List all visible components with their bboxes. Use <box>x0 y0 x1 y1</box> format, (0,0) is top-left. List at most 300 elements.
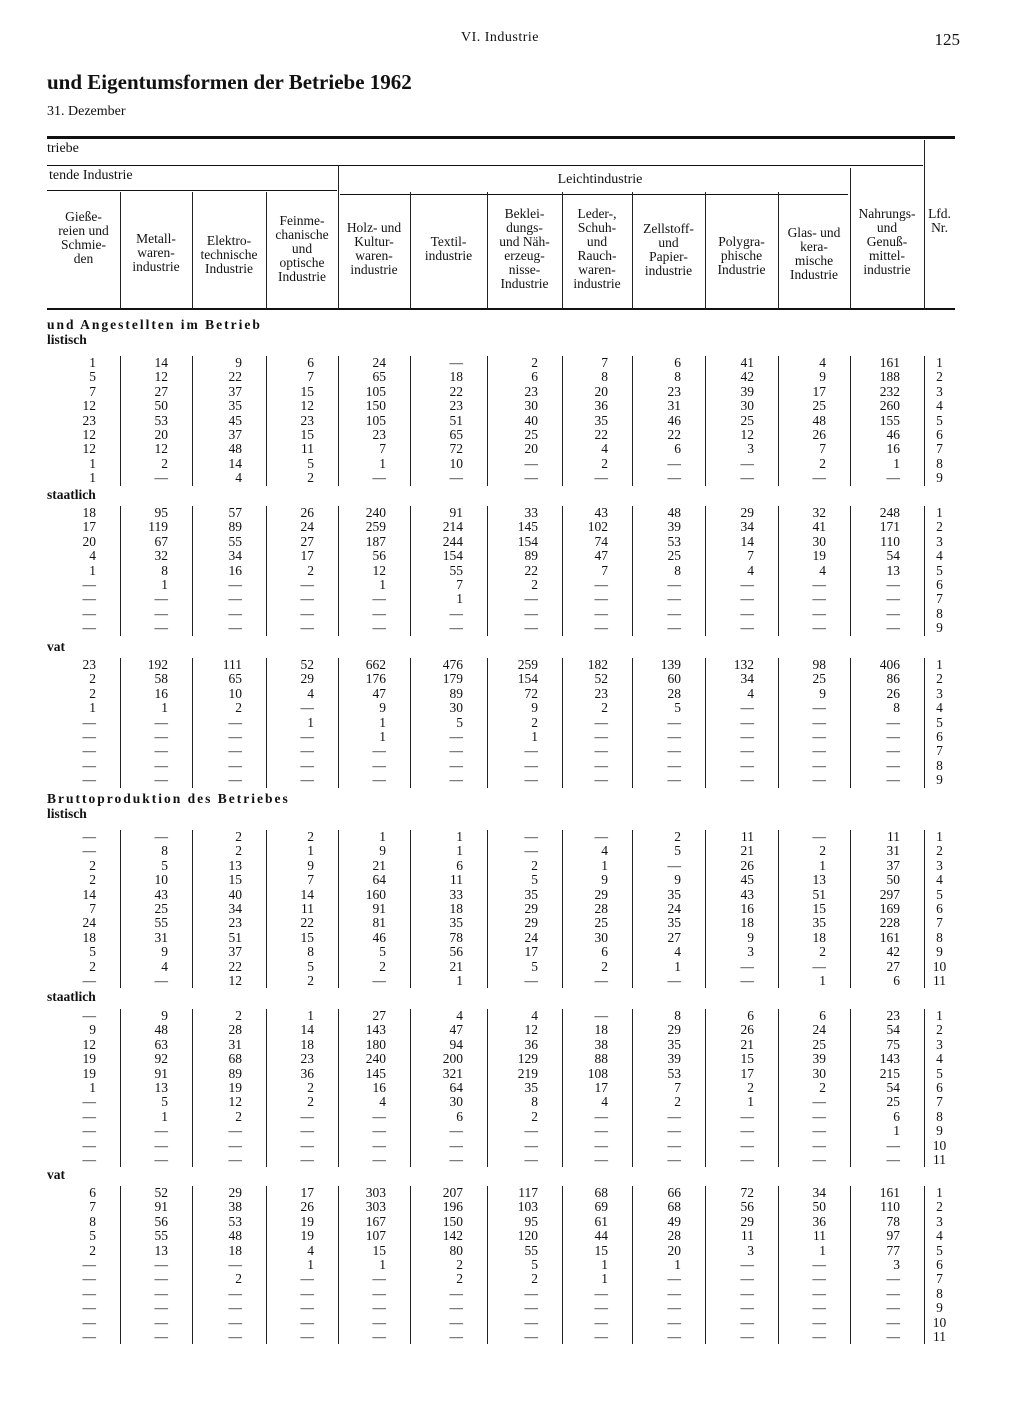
table-cell: 200 <box>442 1051 463 1067</box>
table-cell: — <box>594 772 608 788</box>
table-cell: — <box>372 470 386 486</box>
table-cell: 14 <box>82 886 96 902</box>
row-number-cell: 4 <box>936 398 943 414</box>
table-cell: 44 <box>594 1228 608 1244</box>
table-cell: 49 <box>667 1213 681 1229</box>
table-cell: 17 <box>740 1065 754 1081</box>
column-header: Gieße- reien und Schmie- den <box>58 209 109 266</box>
table-cell: — <box>594 470 608 486</box>
table-cell: — <box>228 729 242 745</box>
table-cell: 154 <box>517 671 538 687</box>
table-cell: 303 <box>365 1185 386 1200</box>
table-cell: 5 <box>674 700 681 716</box>
table-cell: 46 <box>886 427 900 443</box>
row-number-cell: 5 <box>936 714 943 730</box>
table-cell: 15 <box>812 901 826 917</box>
table-cell: 4 <box>531 1008 538 1023</box>
table-cell: — <box>372 605 386 621</box>
table-cell: — <box>740 757 754 773</box>
table-row <box>47 471 955 485</box>
table-cell: 2 <box>307 1080 314 1096</box>
table-cell: — <box>594 620 608 636</box>
table-cell: — <box>594 1285 608 1301</box>
table-cell: 2 <box>235 700 242 716</box>
table-cell: 132 <box>733 657 754 672</box>
table-cell: 26 <box>740 857 754 873</box>
table-cell: — <box>372 1123 386 1139</box>
table-cell: 1 <box>601 1257 608 1273</box>
table-cell: 1 <box>674 1257 681 1273</box>
table-cell: 15 <box>594 1242 608 1258</box>
table-cell: — <box>154 973 168 989</box>
column-rule <box>266 192 267 309</box>
table-cell: 19 <box>300 1213 314 1229</box>
table-cell: — <box>300 1123 314 1139</box>
table-cell: 45 <box>228 412 242 428</box>
table-cell: — <box>82 772 96 788</box>
rule-under-left-group <box>47 190 337 191</box>
table-cell: 80 <box>449 1242 463 1258</box>
row-number-cell: 5 <box>936 1242 943 1258</box>
table-cell: 15 <box>740 1051 754 1067</box>
table-cell: 18 <box>740 915 754 931</box>
table-cell: 1 <box>307 714 314 730</box>
table-cell: — <box>667 1137 681 1153</box>
table-cell: 154 <box>442 548 463 564</box>
table-cell: 33 <box>449 886 463 902</box>
table-cell: 46 <box>372 929 386 945</box>
table-cell: — <box>82 1152 96 1168</box>
table-cell: — <box>82 973 96 989</box>
table-cell: 1 <box>819 857 826 873</box>
table-cell: 6 <box>307 355 314 370</box>
table-cell: — <box>228 1329 242 1345</box>
table-cell: 42 <box>886 944 900 960</box>
table-cell: — <box>667 1300 681 1316</box>
table-cell: 4 <box>161 958 168 974</box>
table-cell: 18 <box>82 505 96 520</box>
table-cell: 43 <box>740 886 754 902</box>
table-cell: — <box>667 1329 681 1345</box>
table-cell: — <box>82 843 96 859</box>
table-cell: 14 <box>300 1022 314 1038</box>
table-cell: 22 <box>228 369 242 385</box>
table-cell: — <box>154 1285 168 1301</box>
table-cell: — <box>886 620 900 636</box>
table-cell: 81 <box>372 915 386 931</box>
table-cell: — <box>300 757 314 773</box>
table-row <box>47 356 955 370</box>
table-cell: 2 <box>819 843 826 859</box>
block-label: vat <box>47 639 65 654</box>
table-cell: — <box>740 1271 754 1287</box>
table-cell: 1 <box>161 577 168 593</box>
table-cell: 24 <box>300 519 314 535</box>
table-cell: — <box>812 1271 826 1287</box>
table-cell: 68 <box>667 1199 681 1215</box>
table-cell: — <box>228 605 242 621</box>
table-cell: — <box>449 355 463 370</box>
table-cell: 143 <box>365 1022 386 1038</box>
table-cell: — <box>812 577 826 593</box>
table-cell: 119 <box>148 519 168 535</box>
table-cell: 94 <box>449 1036 463 1052</box>
table-cell: — <box>740 1108 754 1124</box>
table-cell: 105 <box>365 412 386 428</box>
table-cell: 176 <box>365 671 386 687</box>
table-cell: 180 <box>365 1036 386 1052</box>
table-cell: 1 <box>379 1257 386 1273</box>
table-cell: 45 <box>740 872 754 888</box>
table-cell: 1 <box>307 1257 314 1273</box>
table-cell: 12 <box>82 398 96 414</box>
block-label: vat <box>47 1167 65 1182</box>
table-cell: — <box>449 1329 463 1345</box>
table-cell: — <box>812 1123 826 1139</box>
table-cell: 150 <box>365 398 386 414</box>
row-number-cell: 6 <box>936 577 943 593</box>
table-cell: 10 <box>228 685 242 701</box>
table-cell: — <box>740 973 754 989</box>
table-cell: 15 <box>300 929 314 945</box>
row-number-cell: 6 <box>936 901 943 917</box>
table-cell: — <box>524 1285 538 1301</box>
table-cell: 35 <box>594 412 608 428</box>
table-cell: 7 <box>674 1080 681 1096</box>
table-cell: — <box>154 1257 168 1273</box>
table-cell: — <box>372 620 386 636</box>
table-row <box>47 1023 955 1037</box>
table-cell: 97 <box>886 1228 900 1244</box>
table-cell: 29 <box>228 1185 242 1200</box>
table-cell: — <box>740 1152 754 1168</box>
table-cell: 161 <box>879 1185 900 1200</box>
table-cell: 35 <box>524 1080 538 1096</box>
table-cell: — <box>228 620 242 636</box>
table-cell: 17 <box>524 944 538 960</box>
table-cell: 27 <box>300 533 314 549</box>
table-cell: 6 <box>893 1108 900 1124</box>
table-cell: 4 <box>819 562 826 578</box>
table-cell: — <box>740 577 754 593</box>
row-number-cell: 5 <box>936 1065 943 1081</box>
row-number-cell: 1 <box>936 505 943 520</box>
table-cell: 77 <box>886 1242 900 1258</box>
table-cell: — <box>812 958 826 974</box>
table-cell: — <box>524 757 538 773</box>
table-cell: 72 <box>449 441 463 457</box>
table-cell: 8 <box>307 944 314 960</box>
table-cell: — <box>82 1300 96 1316</box>
table-cell: — <box>524 1329 538 1345</box>
table-cell: 1 <box>747 1094 754 1110</box>
table-cell: — <box>667 757 681 773</box>
table-cell: 5 <box>89 944 96 960</box>
table-cell: 7 <box>379 441 386 457</box>
table-cell: 4 <box>601 843 608 859</box>
table-cell: 1 <box>307 1008 314 1023</box>
table-cell: 11 <box>450 872 463 888</box>
table-cell: 2 <box>235 829 242 844</box>
table-cell: 2 <box>601 455 608 471</box>
table-cell: 259 <box>517 657 538 672</box>
table-cell: 12 <box>82 427 96 443</box>
table-cell: 39 <box>812 1051 826 1067</box>
table-cell: 30 <box>812 1065 826 1081</box>
table-cell: — <box>82 1271 96 1287</box>
table-cell: 5 <box>89 1228 96 1244</box>
table-cell: 2 <box>531 857 538 873</box>
table-row <box>47 687 955 701</box>
top-thick-rule <box>47 136 955 139</box>
table-cell: — <box>82 577 96 593</box>
row-number-cell: 7 <box>936 441 943 457</box>
table-cell: 53 <box>228 1213 242 1229</box>
table-cell: 8 <box>531 1094 538 1110</box>
table-cell: 29 <box>667 1022 681 1038</box>
data-block-table <box>47 658 955 788</box>
table-cell: 2 <box>307 973 314 989</box>
table-cell: — <box>524 591 538 607</box>
table-cell: — <box>667 973 681 989</box>
table-cell: — <box>886 1300 900 1316</box>
column-rule <box>632 192 633 309</box>
table-cell: 18 <box>449 901 463 917</box>
table-row <box>47 578 955 592</box>
column-header: Glas- und kera- mische Industrie <box>787 225 841 282</box>
table-cell: — <box>812 700 826 716</box>
table-cell: 7 <box>89 383 96 399</box>
table-cell: — <box>300 1108 314 1124</box>
table-cell: 37 <box>228 427 242 443</box>
table-cell: — <box>154 1314 168 1330</box>
table-cell: — <box>154 1271 168 1287</box>
column-rule <box>562 192 563 309</box>
table-cell: 31 <box>667 398 681 414</box>
column-rule <box>487 192 488 309</box>
table-cell: — <box>82 1123 96 1139</box>
table-cell: — <box>449 470 463 486</box>
table-cell: 7 <box>89 1199 96 1215</box>
table-cell: 92 <box>154 1051 168 1067</box>
block-label: listisch <box>47 806 87 821</box>
table-cell: 91 <box>154 1065 168 1081</box>
table-cell: 4 <box>89 548 96 564</box>
table-cell: 78 <box>886 1213 900 1229</box>
table-row <box>47 716 955 730</box>
row-number-cell: 5 <box>936 562 943 578</box>
table-cell: 23 <box>667 383 681 399</box>
table-cell: 1 <box>893 1123 900 1139</box>
table-cell: 7 <box>819 441 826 457</box>
table-cell: 25 <box>812 1036 826 1052</box>
table-cell: 78 <box>449 929 463 945</box>
table-cell: 18 <box>812 929 826 945</box>
table-cell: — <box>228 1137 242 1153</box>
table-cell: — <box>594 714 608 730</box>
row-number-cell: 11 <box>933 973 946 989</box>
table-cell: — <box>524 470 538 486</box>
table-cell: 29 <box>594 886 608 902</box>
table-cell: — <box>82 757 96 773</box>
section-title: und Angestellten im Betrieb <box>47 317 262 332</box>
table-cell: 2 <box>89 685 96 701</box>
row-number-cell: 6 <box>936 427 943 443</box>
row-number-cell: 4 <box>936 1228 943 1244</box>
table-cell: 19 <box>300 1228 314 1244</box>
table-cell: — <box>82 1137 96 1153</box>
table-cell: — <box>154 1329 168 1345</box>
table-cell: 12 <box>82 1036 96 1052</box>
table-cell: 2 <box>89 1242 96 1258</box>
table-cell: 215 <box>879 1065 900 1081</box>
row-number-cell: 8 <box>936 455 943 471</box>
table-row <box>47 1038 955 1052</box>
table-cell: 26 <box>812 427 826 443</box>
row-number-cell: 11 <box>933 1152 946 1168</box>
table-cell: 4 <box>307 1242 314 1258</box>
table-cell: 35 <box>524 886 538 902</box>
table-cell: — <box>372 1300 386 1316</box>
row-number-cell: 1 <box>936 657 943 672</box>
row-number-cell: 7 <box>936 1271 943 1287</box>
table-cell: 27 <box>372 1008 386 1023</box>
table-cell: 169 <box>879 901 900 917</box>
table-cell: 56 <box>372 548 386 564</box>
table-cell: 9 <box>379 700 386 716</box>
table-cell: 23 <box>524 383 538 399</box>
table-cell: 86 <box>886 671 900 687</box>
table-cell: 111 <box>222 657 242 672</box>
column-rule <box>410 192 411 309</box>
table-cell: 31 <box>154 929 168 945</box>
table-cell: 8 <box>89 1213 96 1229</box>
table-cell: — <box>812 1152 826 1168</box>
row-number-cell: 1 <box>936 1185 943 1200</box>
table-cell: — <box>154 757 168 773</box>
table-cell: 91 <box>449 505 463 520</box>
table-cell: — <box>449 1123 463 1139</box>
table-cell: 53 <box>154 412 168 428</box>
row-number-cell: 9 <box>936 470 943 486</box>
table-row <box>47 1081 955 1095</box>
table-cell: 34 <box>740 671 754 687</box>
table-cell: 56 <box>449 944 463 960</box>
table-cell: 1 <box>379 729 386 745</box>
row-number-cell: 9 <box>936 1123 943 1139</box>
table-cell: 22 <box>300 915 314 931</box>
table-cell: 4 <box>456 1008 463 1023</box>
table-cell: 20 <box>154 427 168 443</box>
row-number-cell: 2 <box>936 1199 943 1215</box>
table-cell: — <box>812 772 826 788</box>
table-cell: 259 <box>365 519 386 535</box>
table-cell: — <box>372 1137 386 1153</box>
table-cell: 35 <box>449 915 463 931</box>
table-cell: 232 <box>879 383 900 399</box>
table-cell: 110 <box>880 533 900 549</box>
table-cell: 2 <box>747 1080 754 1096</box>
group-label-betriebe: triebe <box>47 141 79 156</box>
table-cell: 24 <box>372 355 386 370</box>
table-cell: — <box>740 605 754 621</box>
table-cell: 23 <box>372 427 386 443</box>
table-cell: — <box>667 714 681 730</box>
row-number-cell: 7 <box>936 915 943 931</box>
table-cell: 67 <box>154 533 168 549</box>
table-cell: — <box>886 577 900 593</box>
table-cell: 41 <box>812 519 826 535</box>
table-cell: 196 <box>442 1199 463 1215</box>
table-cell: 23 <box>886 1008 900 1023</box>
table-cell: 57 <box>228 505 242 520</box>
table-row <box>47 1229 955 1243</box>
table-cell: 2 <box>235 843 242 859</box>
table-cell: — <box>740 1123 754 1139</box>
table-cell: — <box>667 1108 681 1124</box>
table-cell: 662 <box>365 657 386 672</box>
table-cell: 4 <box>601 441 608 457</box>
table-cell: — <box>740 772 754 788</box>
row-number-cell: 3 <box>936 857 943 873</box>
table-cell: — <box>740 729 754 745</box>
table-cell: — <box>812 1329 826 1345</box>
table-cell: 50 <box>154 398 168 414</box>
table-cell: 9 <box>161 1008 168 1023</box>
table-cell: 18 <box>82 929 96 945</box>
table-cell: — <box>372 1314 386 1330</box>
row-number-cell: 10 <box>932 958 947 974</box>
table-cell: — <box>667 1314 681 1330</box>
rule-under-leichtindustrie <box>340 194 848 195</box>
table-cell: 1 <box>89 470 96 486</box>
table-cell: — <box>228 1285 242 1301</box>
row-number-cell: 1 <box>936 829 943 844</box>
table-cell: — <box>300 729 314 745</box>
table-cell: — <box>228 1152 242 1168</box>
row-number-cell: 4 <box>936 548 943 564</box>
table-cell: 4 <box>235 470 242 486</box>
table-row <box>47 902 955 916</box>
table-cell: — <box>740 455 754 471</box>
table-cell: 4 <box>379 1094 386 1110</box>
block-label: staatlich <box>47 487 96 502</box>
table-cell: — <box>372 1152 386 1168</box>
table-cell: — <box>449 1300 463 1316</box>
table-cell: 47 <box>594 548 608 564</box>
table-cell: — <box>300 700 314 716</box>
table-cell: 55 <box>524 1242 538 1258</box>
table-row <box>47 385 955 399</box>
column-rule <box>192 192 193 309</box>
table-cell: 2 <box>235 1008 242 1023</box>
table-date: 31. Dezember <box>47 104 126 119</box>
table-cell: — <box>886 1329 900 1345</box>
table-cell: 1 <box>89 562 96 578</box>
block-label: listisch <box>47 332 87 347</box>
table-cell: — <box>524 1152 538 1168</box>
table-cell: 34 <box>228 548 242 564</box>
table-cell: 7 <box>307 369 314 385</box>
table-cell: — <box>594 577 608 593</box>
table-cell: — <box>154 1123 168 1139</box>
table-cell: 48 <box>812 412 826 428</box>
table-cell: 95 <box>154 505 168 520</box>
table-cell: — <box>154 743 168 759</box>
table-cell: — <box>524 973 538 989</box>
table-row <box>47 592 955 606</box>
table-row <box>47 672 955 686</box>
